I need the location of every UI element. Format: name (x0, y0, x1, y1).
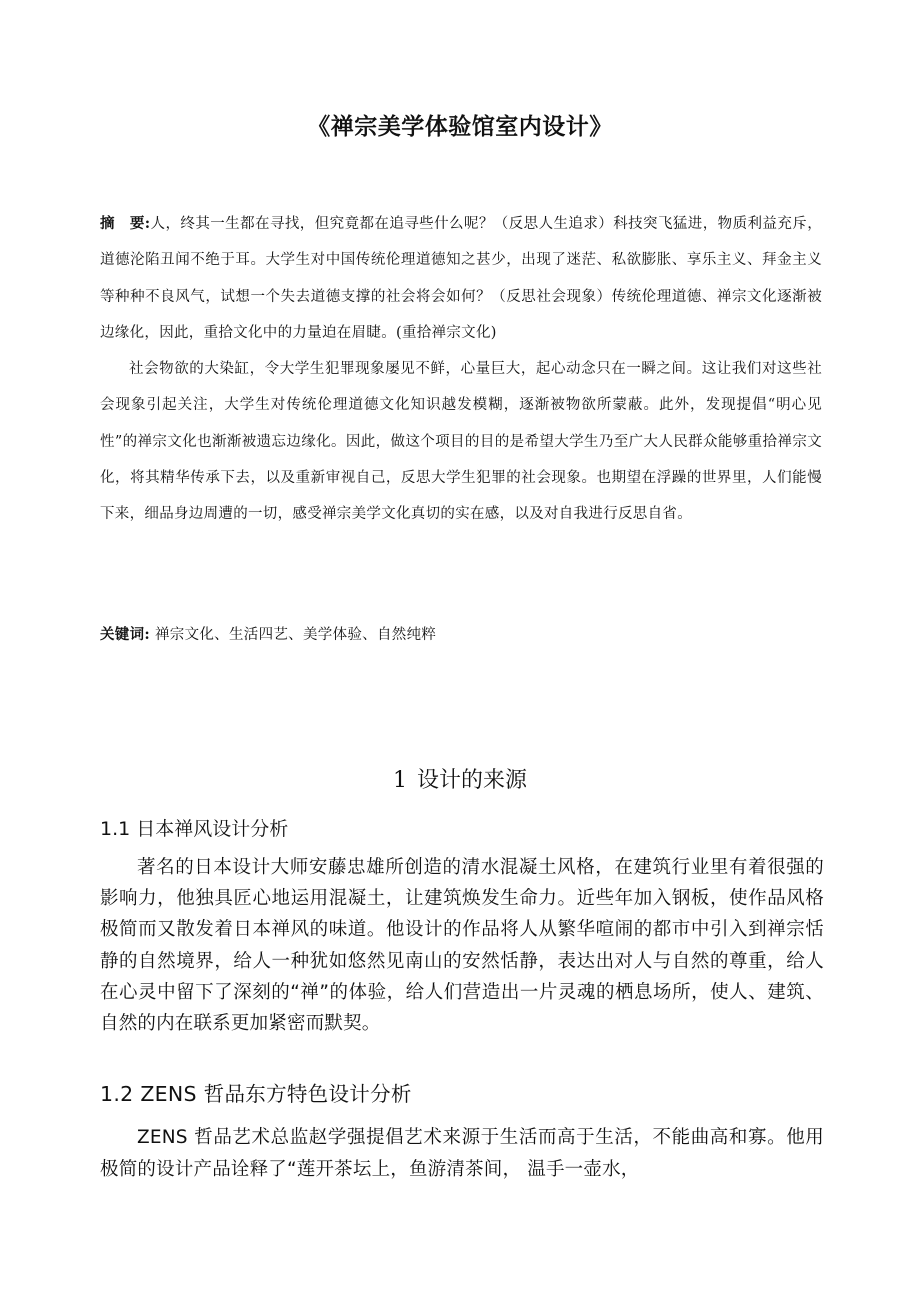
abstract-text-1: 人，终其一生都在寻找，但究竟都在追寻些什么呢？（反思人生追求）科技突飞猛进，物质利益充斥，道德沦陷丑闻不绝于耳。大学生对中国传统伦理道德知之甚少，出现了迷茫、私欲膨胀、享乐主义、拜金主义等种种不良风气，试想一个失去道德支撑的社会将会如何？（反思社会现象）传统伦理道德、禅宗文化逐渐被边缘化，因此，重拾文化中的力量迫在眉睫。(重拾禅宗文化) (100, 216, 822, 341)
subsection-heading-1-2: 1.2 ZENS 哲品东方特色设计分析 (100, 1082, 412, 1106)
keywords-label: 关键词: (100, 626, 151, 643)
section-number: 1 (392, 768, 407, 793)
subsection-body-1-1: 著名的日本设计大师安藤忠雄所创造的清水混凝土风格，在建筑行业里有着很强的影响力，他独具匠心地运用混凝土，让建筑焕发生命力。近些年加入钢板，使作品风格极简而又散发着日本禅风的味道。他设计的作品将人从繁华喧闹的都市中引入到禅宗恬静的自然境界，给人一种犹如悠然见南山的安然恬静，表达出对人与自然的尊重，给人在心灵中留下了深刻的“禅”的体验，给人们营造出一片灵魂的栖息场所，使人、建筑、自然的内在联系更加紧密而默契。 (100, 857, 824, 1035)
subsection-body-1-2: ZENS 哲品艺术总监赵学强提倡艺术来源于生活而高于生活，不能曲高和寡。他用极简的设计产品诠释了“莲开茶坛上，鱼游清茶间， 温手一壶水， (100, 1127, 824, 1180)
keywords-text: 禅宗文化、生活四艺、美学体验、自然纯粹 (154, 627, 437, 643)
keywords-line (100, 620, 822, 650)
abstract-paragraph-2: 社会物欲的大染缸，令大学生犯罪现象屡见不鲜，心量巨大，起心动念只在一瞬之间。这让我们对这些社会现象引起关注，大学生对传统伦理道德文化知识越发模糊，逐渐被物欲所蒙蔽。此外，发现提倡“明心见性”的禅宗文化也渐渐被遗忘边缘化。因此，做这个项目的目的是希望大学生乃至广大人民群众能够重拾禅宗文化，将其精华传承下去，以及重新审视自己，反思大学生犯罪的社会现象。也期望在浮躁的世界里，人们能慢下来，细品身边周遭的一切，感受禅宗美学文化真切的实在感，以及对自我进行反思自省。 (100, 361, 822, 523)
subsection-heading-1-1: 1.1 日本禅风设计分析 (100, 818, 289, 840)
section-title-text: 设计的来源 (416, 768, 527, 793)
abstract-label: 摘 要: (100, 215, 151, 232)
document-title: 《禅宗美学体验馆室内设计》 (307, 114, 613, 140)
abstract-block (100, 206, 822, 533)
section-heading (0, 764, 920, 798)
abstract-paragraph-1 (100, 206, 822, 351)
